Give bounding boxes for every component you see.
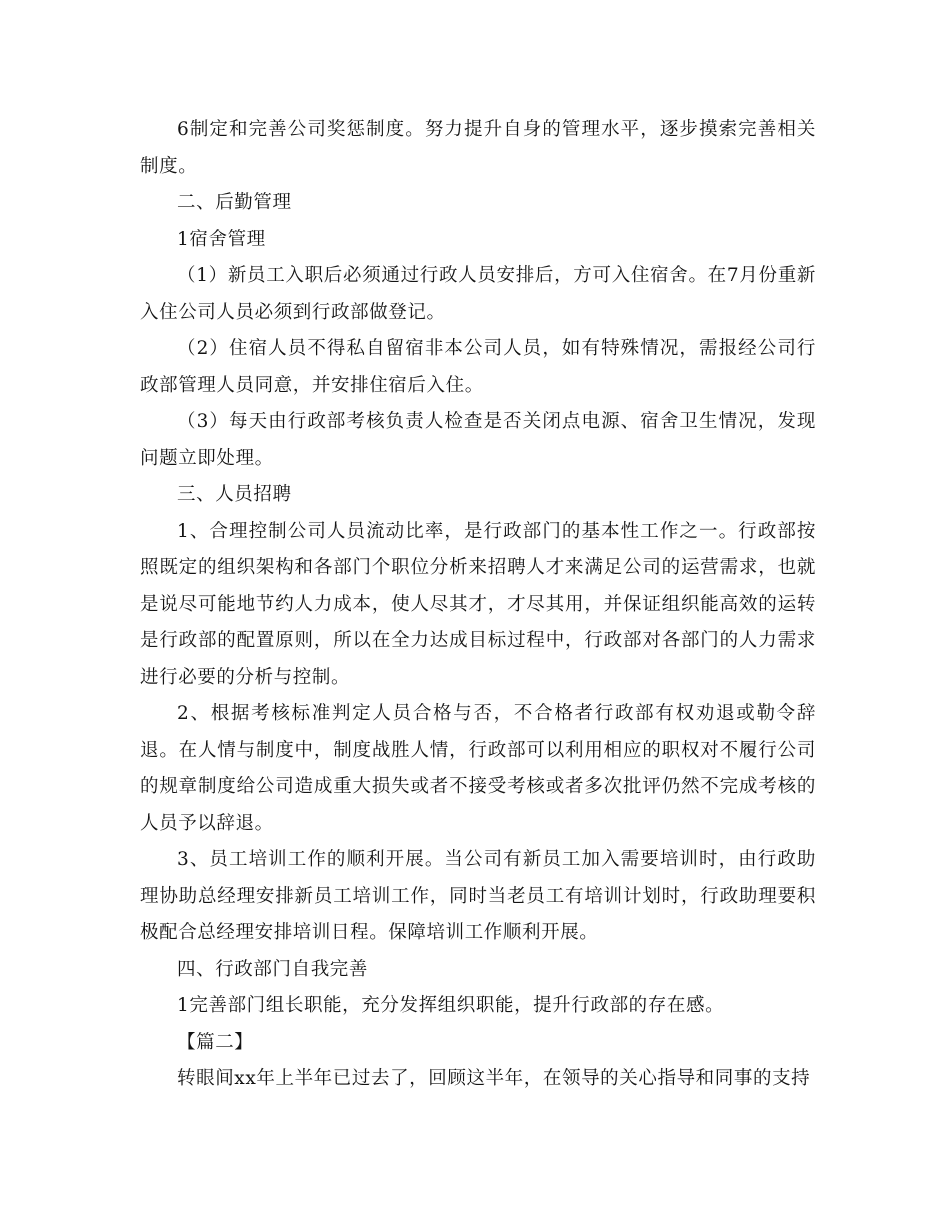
paragraph-dorm-rule-2: （2）住宿人员不得私自留宿非本公司人员，如有特殊情况，需报经公司行政部管理人员同意，并安排住宿后入住。: [140, 338, 816, 396]
document-body: [140, 112, 816, 1098]
subheading-dormitory: 1宿舍管理: [177, 228, 266, 250]
paragraph-recruitment-1: 1、合理控制公司人员流动比率，是行政部门的基本性工作之一。行政部按照既定的组织架构和各部门个职位分析来招聘人才来满足公司的运营需求，也就是说尽可能地节约人力成本，使人尽其才，才尽其用，并保证组织能高效的运转是行政部的配置原则，所以在全力达成目标过程中，行政部对各部门的人力需求进行必要的分析与控制。: [140, 520, 816, 688]
heading-self-improvement: 四、行政部门自我完善: [177, 958, 369, 980]
section-marker-part-two: 【篇二】: [177, 1031, 254, 1053]
heading-recruitment: 三、人员招聘: [177, 484, 292, 505]
paragraph-dorm-rule-1: （1）新员工入职后必须通过行政人员安排后，方可入住宿舍。在7月份重新入住公司人员必须到行政部做登记。: [140, 265, 816, 323]
paragraph-recruitment-3: 3、员工培训工作的顺利开展。当公司有新员工加入需要培训时，由行政助理协助总经理安排新员工培训工作，同时当老员工有培训计划时，行政助理要积极配合总经理安排培训日程。保障培训工作顺利开展。: [140, 849, 816, 943]
paragraph-part-two-intro: 转眼间xx年上半年已过去了，回顾这半年，在领导的关心指导和同事的支持: [177, 1068, 811, 1089]
paragraph-recruitment-2: 2、根据考核标准判定人员合格与否，不合格者行政部有权劝退或勒令辞退。在人情与制度中，制度战胜人情，行政部可以利用相应的职权对不履行公司的规章制度给公司造成重大损失或者不接受考核或者多次批评仍然不完成考核的人员予以辞退。: [140, 703, 816, 834]
paragraph-reward-system: 6制定和完善公司奖惩制度。努力提升自身的管理水平，逐步摸索完善相关制度。: [140, 119, 816, 177]
paragraph-dorm-rule-3: （3）每天由行政部考核负责人检查是否关闭点电源、宿舍卫生情况，发现问题立即处理。: [140, 411, 816, 469]
paragraph-self-improvement-1: 1完善部门组长职能，充分发挥组织职能，提升行政部的存在感。: [177, 995, 725, 1016]
heading-logistics: 二、后勤管理: [177, 192, 292, 213]
